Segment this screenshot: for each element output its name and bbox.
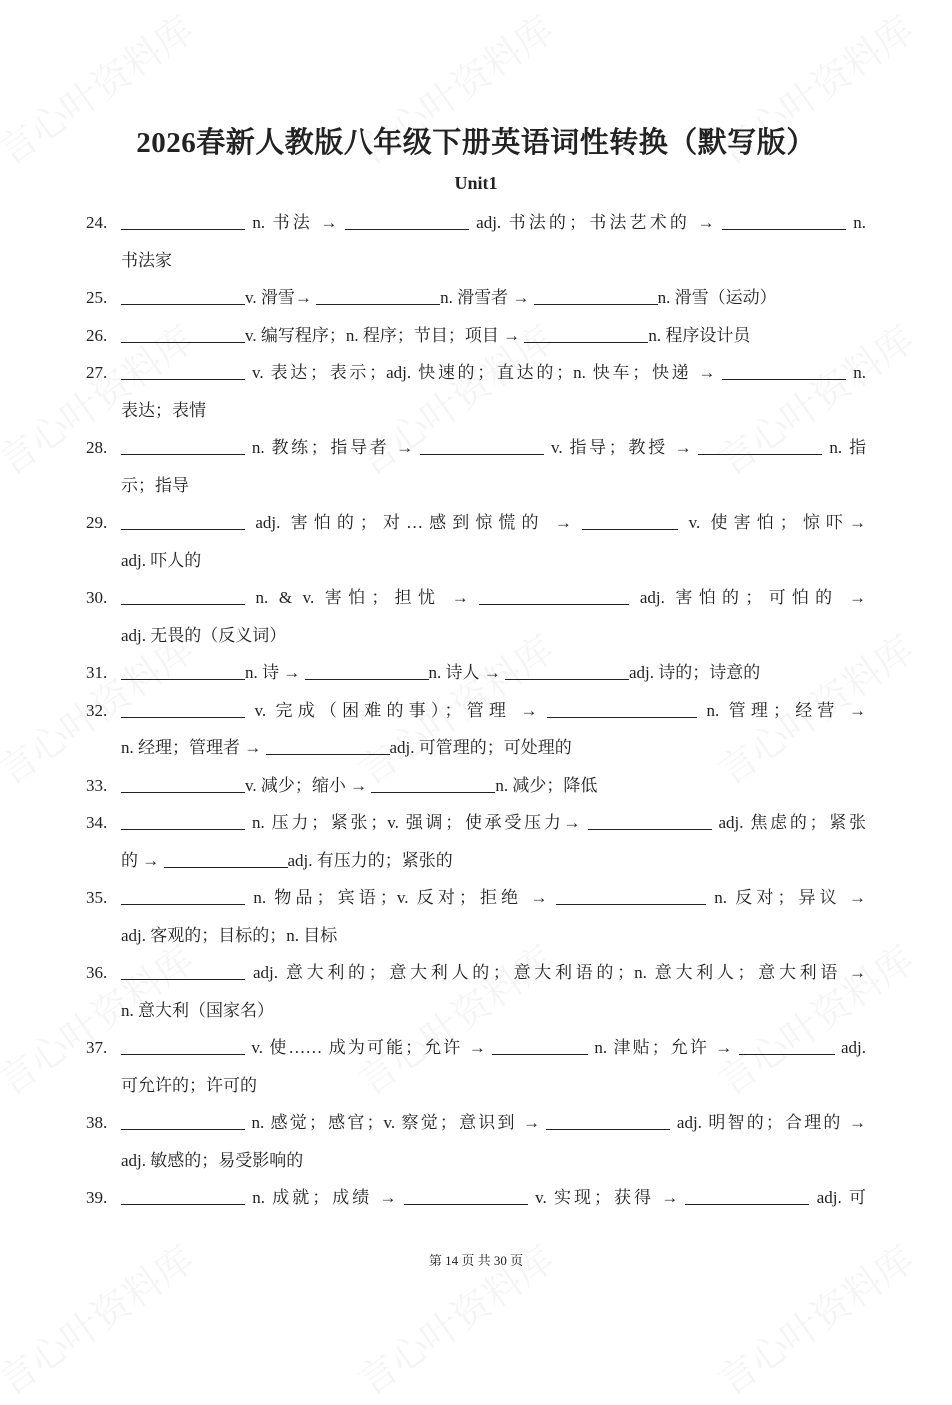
item-line bbox=[121, 317, 866, 355]
item-line bbox=[121, 1104, 866, 1142]
item-number: 34. bbox=[86, 813, 108, 832]
exercise-list bbox=[86, 204, 866, 1217]
answer-blank[interactable] bbox=[479, 588, 629, 605]
item-line bbox=[121, 617, 866, 655]
item-line bbox=[121, 879, 866, 917]
item-text: v. 滑雪→ bbox=[245, 288, 317, 307]
answer-blank[interactable] bbox=[685, 1188, 809, 1205]
item-text: v. 使害怕；惊吓→ bbox=[688, 513, 867, 532]
item-text: n. 经理；管理者 → bbox=[121, 738, 266, 757]
item-text: n. 诗人 → bbox=[428, 663, 505, 682]
item-text: adj. 吓人的 bbox=[121, 550, 202, 570]
answer-blank[interactable] bbox=[371, 776, 495, 793]
item-text: n. 指 bbox=[829, 438, 867, 457]
item-text: adj. 诗的；诗意的 bbox=[629, 663, 761, 682]
answer-blank[interactable] bbox=[546, 1113, 670, 1130]
item-line bbox=[121, 1029, 866, 1067]
item-text: n. bbox=[853, 213, 867, 232]
answer-blank[interactable] bbox=[588, 813, 712, 830]
answer-blank[interactable] bbox=[121, 438, 245, 455]
item-text: adj. 无畏的（反义词） bbox=[121, 625, 287, 645]
item-text: adj. 焦虑的；紧张 bbox=[718, 813, 867, 832]
item-line bbox=[121, 1142, 866, 1180]
page-title: 2026春新人教版八年级下册英语词性转换（默写版） bbox=[136, 127, 816, 159]
item-text: adj. 可管理的；可处理的 bbox=[389, 738, 572, 757]
item-line bbox=[121, 842, 866, 880]
answer-blank[interactable] bbox=[121, 663, 245, 680]
answer-blank[interactable] bbox=[305, 663, 429, 680]
item-text: adj. 明智的；合理的 → bbox=[676, 1113, 867, 1132]
item-text: 表达；表情 bbox=[121, 400, 206, 420]
answer-blank[interactable] bbox=[698, 438, 822, 455]
item-number: 39. bbox=[86, 1188, 108, 1207]
answer-blank[interactable] bbox=[556, 888, 706, 905]
unit-heading: Unit1 bbox=[454, 173, 498, 193]
item-line bbox=[121, 1067, 866, 1105]
item-line bbox=[121, 654, 866, 692]
item-text: 书法家 bbox=[121, 250, 172, 270]
item-text: n. bbox=[853, 363, 867, 382]
item-text: n. 程序设计员 bbox=[648, 325, 751, 345]
item-text: n. 管理；经营 → bbox=[706, 700, 867, 720]
item-line bbox=[121, 804, 866, 842]
item-text: n. 反对；异议 → bbox=[714, 888, 867, 907]
item-text: v. 表达；表示；adj. 快速的；直达的；n. 快车；快递 → bbox=[251, 363, 723, 382]
answer-blank[interactable] bbox=[121, 888, 245, 905]
answer-blank[interactable] bbox=[266, 738, 390, 755]
item-text: n. 津贴；允许 → bbox=[594, 1038, 739, 1057]
item-line bbox=[121, 204, 866, 242]
item-number: 36. bbox=[86, 963, 108, 982]
item-text: v. 编写程序；n. 程序；节目；项目 → bbox=[245, 325, 525, 345]
exercise-item bbox=[86, 1179, 866, 1217]
item-text: n. 感觉；感官；v. 察觉；意识到 → bbox=[251, 1113, 547, 1132]
item-text: n. 滑雪（运动） bbox=[657, 288, 777, 307]
answer-blank[interactable] bbox=[534, 288, 658, 305]
item-text: adj. 害怕的；对…感到惊慌的 → bbox=[255, 513, 583, 532]
item-line bbox=[121, 917, 866, 955]
item-text: adj. 有压力的；紧张的 bbox=[287, 850, 453, 870]
item-number: 32. bbox=[86, 700, 108, 720]
page-footer: 第 14 页 共 30 页 bbox=[428, 1253, 524, 1268]
item-text: adj. 可 bbox=[816, 1188, 867, 1207]
answer-blank[interactable] bbox=[121, 813, 245, 830]
answer-blank[interactable] bbox=[121, 1038, 245, 1055]
item-text: adj. 客观的；目标的；n. 目标 bbox=[121, 925, 338, 945]
exercise-item bbox=[86, 204, 866, 279]
item-number: 24. bbox=[86, 213, 108, 232]
answer-blank[interactable] bbox=[121, 288, 245, 305]
item-text: adj. 敏感的；易受影响的 bbox=[121, 1150, 304, 1170]
item-line bbox=[121, 729, 866, 767]
exercise-item bbox=[86, 954, 866, 1029]
item-text: adj. bbox=[840, 1038, 867, 1057]
answer-blank[interactable] bbox=[164, 851, 288, 868]
item-line bbox=[121, 467, 866, 505]
item-text: n. 压力；紧张；v. 强调；使承受压力→ bbox=[251, 813, 588, 832]
item-text: 的 → bbox=[121, 850, 164, 870]
exercise-item bbox=[86, 579, 866, 654]
item-line bbox=[121, 354, 866, 392]
exercise-item bbox=[86, 504, 866, 579]
item-line bbox=[121, 692, 866, 730]
answer-blank[interactable] bbox=[547, 701, 697, 718]
item-text: n. 教练；指导者 → bbox=[251, 438, 421, 457]
exercise-item bbox=[86, 654, 866, 692]
exercise-item bbox=[86, 1029, 866, 1104]
answer-blank[interactable] bbox=[404, 1188, 528, 1205]
item-line bbox=[121, 579, 866, 617]
item-number: 31. bbox=[86, 663, 108, 682]
item-line bbox=[121, 429, 866, 467]
item-text: 示；指导 bbox=[121, 475, 189, 495]
item-text: 可允许的；许可的 bbox=[121, 1075, 257, 1095]
item-text: n. 成就；成绩 → bbox=[252, 1188, 404, 1207]
item-text: n. 意大利（国家名） bbox=[121, 1000, 274, 1020]
exercise-item bbox=[86, 692, 866, 767]
item-line bbox=[121, 504, 866, 542]
item-text: n. 诗 → bbox=[245, 663, 305, 682]
answer-blank[interactable] bbox=[722, 363, 846, 380]
answer-blank[interactable] bbox=[524, 326, 648, 343]
item-text: n. 书法 → bbox=[252, 213, 345, 232]
answer-blank[interactable] bbox=[121, 776, 245, 793]
item-text: v. 减少；缩小 → bbox=[245, 775, 372, 795]
exercise-item bbox=[86, 429, 866, 504]
answer-blank[interactable] bbox=[121, 326, 245, 343]
answer-blank[interactable] bbox=[121, 963, 245, 980]
item-number: 33. bbox=[86, 775, 108, 795]
item-number: 38. bbox=[86, 1113, 108, 1132]
exercise-item bbox=[86, 1104, 866, 1179]
answer-blank[interactable] bbox=[505, 663, 629, 680]
exercise-item bbox=[86, 317, 866, 355]
item-number: 26. bbox=[86, 325, 108, 345]
item-line bbox=[121, 1179, 866, 1217]
answer-blank[interactable] bbox=[121, 213, 245, 230]
item-line bbox=[121, 992, 866, 1030]
item-text: v. 指导；教授 → bbox=[551, 438, 699, 457]
item-number: 27. bbox=[86, 363, 108, 382]
exercise-item bbox=[86, 354, 866, 429]
answer-blank[interactable] bbox=[582, 513, 678, 530]
answer-blank[interactable] bbox=[345, 213, 469, 230]
item-number: 35. bbox=[86, 888, 108, 907]
item-line bbox=[121, 767, 866, 805]
item-number: 25. bbox=[86, 288, 108, 307]
item-text: n. & v. 害怕；担忧 → bbox=[255, 588, 480, 607]
answer-blank[interactable] bbox=[492, 1038, 588, 1055]
answer-blank[interactable] bbox=[121, 1113, 245, 1130]
item-text: adj. 害怕的；可怕的 → bbox=[639, 588, 867, 607]
answer-blank[interactable] bbox=[316, 288, 440, 305]
item-line bbox=[121, 954, 866, 992]
answer-blank[interactable] bbox=[739, 1038, 835, 1055]
item-text: n. 减少；降低 bbox=[495, 775, 598, 795]
item-line bbox=[121, 542, 866, 580]
item-line bbox=[121, 242, 866, 280]
answer-blank[interactable] bbox=[121, 1188, 245, 1205]
answer-blank[interactable] bbox=[121, 363, 245, 380]
item-number: 28. bbox=[86, 438, 108, 457]
item-text: adj. 意大利的；意大利人的；意大利语的；n. 意大利人；意大利语 → bbox=[252, 963, 866, 982]
exercise-item bbox=[86, 804, 866, 879]
item-number: 37. bbox=[86, 1038, 108, 1057]
item-number: 29. bbox=[86, 513, 108, 532]
item-line bbox=[121, 392, 866, 430]
item-number: 30. bbox=[86, 588, 108, 607]
exercise-item bbox=[86, 279, 866, 317]
answer-blank[interactable] bbox=[121, 513, 245, 530]
answer-blank[interactable] bbox=[722, 213, 846, 230]
item-text: adj. 书法的；书法艺术的 → bbox=[476, 213, 722, 232]
item-text: n. 滑雪者 → bbox=[440, 288, 534, 307]
item-text: v. 使…… 成为可能；允许 → bbox=[251, 1038, 493, 1057]
item-line bbox=[121, 279, 866, 317]
item-text: v. 完成（困难的事）；管理 → bbox=[254, 700, 547, 720]
exercise-item bbox=[86, 879, 866, 954]
answer-blank[interactable] bbox=[121, 701, 245, 718]
item-text: v. 实现；获得 → bbox=[535, 1188, 686, 1207]
exercise-item bbox=[86, 767, 866, 805]
answer-blank[interactable] bbox=[121, 588, 245, 605]
answer-blank[interactable] bbox=[420, 438, 544, 455]
item-text: n. 物品；宾语；v. 反对；拒绝 → bbox=[253, 888, 556, 907]
